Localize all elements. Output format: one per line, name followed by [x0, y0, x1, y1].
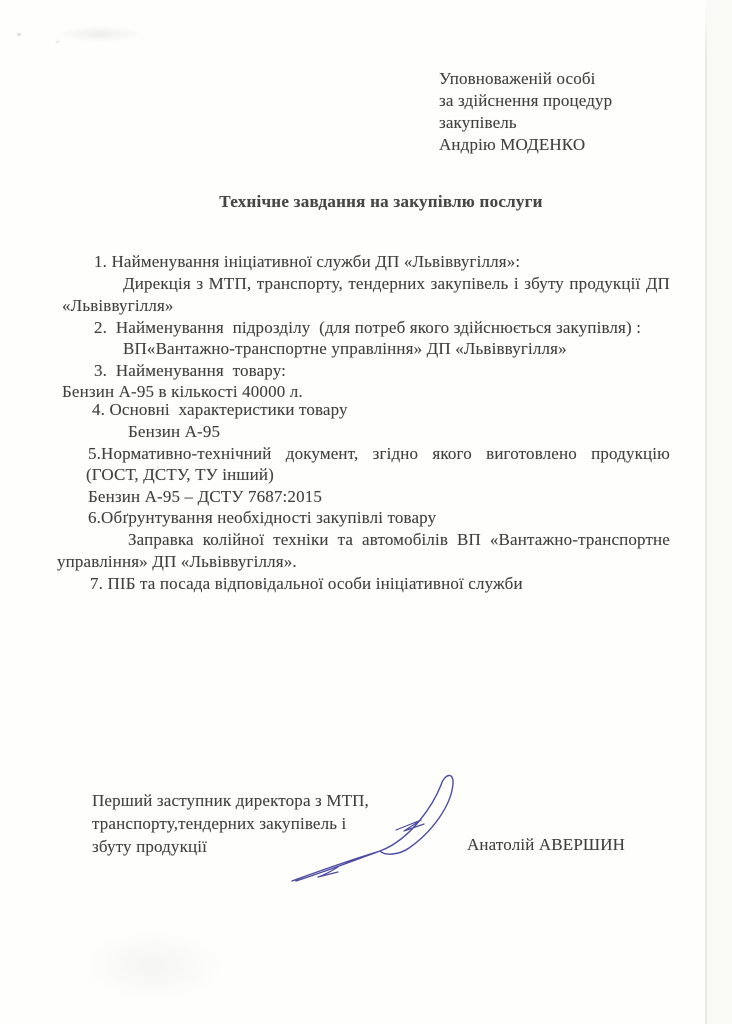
body-line-item6-cont: Заправка колійної техніки та автомобілів ВП «Вантажно-транспортне	[128, 530, 670, 549]
signature-stroke-main	[292, 775, 453, 881]
signatory-position-line: збуту продукції	[92, 837, 207, 856]
body-line-item1-cont: Дирекція з МТП, транспорту, тендерних закупівель і збуту продукції ДП	[123, 274, 670, 293]
addressee-line: Уповноваженій особі	[439, 69, 596, 88]
signatory-name: Анатолій АВЕРШИН	[467, 835, 626, 854]
signatory-position-line: Перший заступник директора з МТП,	[92, 791, 369, 810]
scan-right-margin-shade	[707, 0, 732, 1024]
handwritten-signature-scribble	[280, 763, 480, 898]
body-line-item4: 4. Основні характеристики товару	[92, 400, 348, 419]
scan-smudge-top	[55, 26, 145, 42]
document-title: Технічне завдання на закупівлю послуги	[219, 192, 543, 211]
signature-stroke-flourish	[396, 820, 424, 831]
body-line-item2: 2. Найменування підрозділу (для потреб якого здійснюється закупівля) :	[94, 318, 642, 337]
body-line-item2-cont: ВП«Вантажно-транспортне управління» ДП «Львіввугілля»	[123, 339, 567, 358]
addressee-line: закупівель	[439, 113, 517, 132]
scan-dot	[17, 33, 21, 36]
body-line-item3: 3. Найменування товару:	[94, 361, 287, 380]
addressee-line: за здійснення процедур	[439, 91, 613, 110]
body-line-item6: 6.Обґрунтування необхідності закупівлі товару	[88, 508, 437, 527]
body-line-item5-cont: (ГОСТ, ДСТУ, ТУ інший)	[86, 465, 274, 484]
body-line-item5-value: Бензин А-95 – ДСТУ 7687:2015	[88, 487, 323, 506]
body-line-item6-cont2: управління» ДП «Львіввугілля».	[57, 552, 297, 571]
body-line-item1: 1. Найменування ініціативної служби ДП «Львіввугілля»:	[94, 252, 521, 271]
scan-smudge-bottom	[78, 928, 228, 1003]
scan-dot	[56, 41, 59, 43]
body-line-item3-value: Бензин А-95 в кількості 40000 л.	[62, 382, 303, 401]
addressee-line: Андрію МОДЕНКО	[439, 135, 586, 154]
scan-edge-line	[705, 0, 707, 1024]
body-line-item7: 7. ПІБ та посада відповідальної особи ініціативної служби	[90, 574, 523, 593]
body-line-item5: 5.Нормативно-технічний документ, згідно якого виготовлено продукцію	[88, 444, 670, 463]
body-line-item1-cont2: «Львіввугілля»	[62, 296, 174, 315]
signatory-position-line: транспорту,тендерних закупівель і	[92, 814, 347, 833]
addressee-block	[439, 68, 612, 156]
body-line-item4-value: Бензин А-95	[128, 422, 221, 441]
